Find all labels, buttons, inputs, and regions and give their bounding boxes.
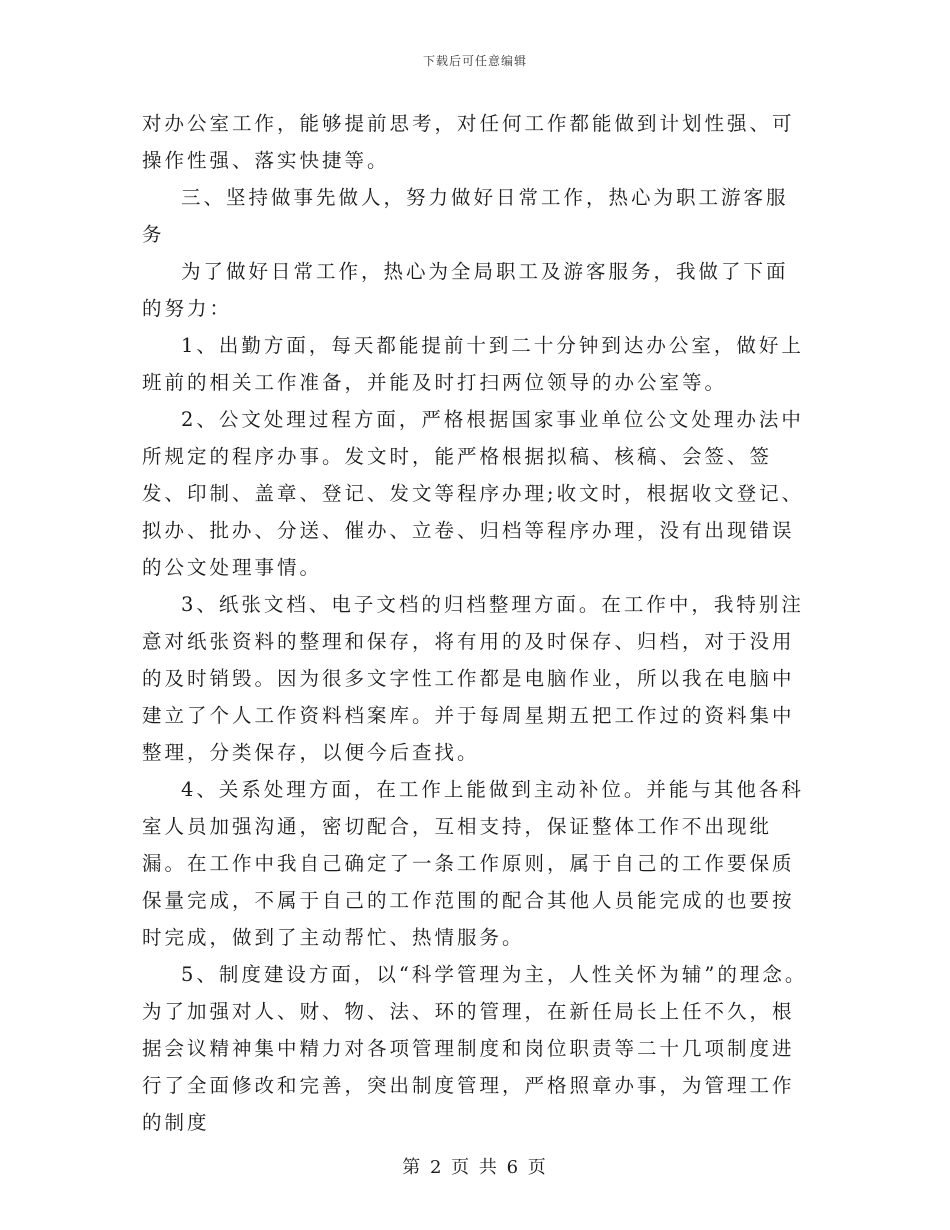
paragraph-continuation: 对办公室工作，能够提前思考，对任何工作都能做到计划性强、可操作性强、落实快捷等。 (142, 112, 795, 172)
paragraph-item-3: 3、纸张文档、电子文档的归档整理方面。在工作中，我特别注意对纸张资料的整理和保存，将有用的及时保存、归档，对于没用的及时销毁。因为很多文字性工作都是电脑作业，所以我在电脑中建立了个人工作资料档案库。并于每周星期五把工作过的资料集中整理，分类保存，以便今后查找。 (142, 593, 804, 764)
paragraph-item-2: 2、公文处理过程方面，严格根据国家事业单位公文处理办法中所规定的程序办事。发文时，能严格根据拟稿、核稿、会签、签发、印制、盖章、登记、发文等程序办理;收文时，根据收文登记、拟办、批办、分送、催办、立卷、归档等程序办理，没有出现错误的公文处理事情。 (142, 408, 805, 579)
document-body (142, 105, 810, 1141)
page-number: 第 2 页 共 6 页 (402, 1157, 548, 1178)
paragraph-intro: 为了做好日常工作，热心为全局职工及游客服务，我做了下面的努力： (142, 260, 789, 320)
paragraph-item-4: 4、关系处理方面，在工作上能做到主动补位。并能与其他各科室人员加强沟通，密切配合，互相支持，保证整体工作不出现纰漏。在工作中我自己确定了一条工作原则，属于自己的工作要保质保量完成，不属于自己的工作范围的配合其他人员能完成的也要按时完成，做到了主动帮忙、热情服务。 (142, 778, 804, 949)
section-heading: 三、坚持做事先做人，努力做好日常工作，热心为职工游客服务 (142, 186, 789, 246)
page-header: 下载后可任意编辑 (422, 54, 527, 68)
paragraph-item-1: 1、出勤方面，每天都能提前十到二十分钟到达办公室，做好上班前的相关工作准备，并能及时打扫两位领导的办公室等。 (142, 334, 804, 394)
paragraph-item-5: 5、制度建设方面，以“科学管理为主，人性关怀为辅”的理念。为了加强对人、财、物、法、环的管理，在新任局长上任不久，根据会议精神集中精力对各项管理制度和岗位职责等二十几项制度进行了全面修改和完善，突出制度管理，严格照章办事，为管理工作的制度 (142, 963, 808, 1134)
